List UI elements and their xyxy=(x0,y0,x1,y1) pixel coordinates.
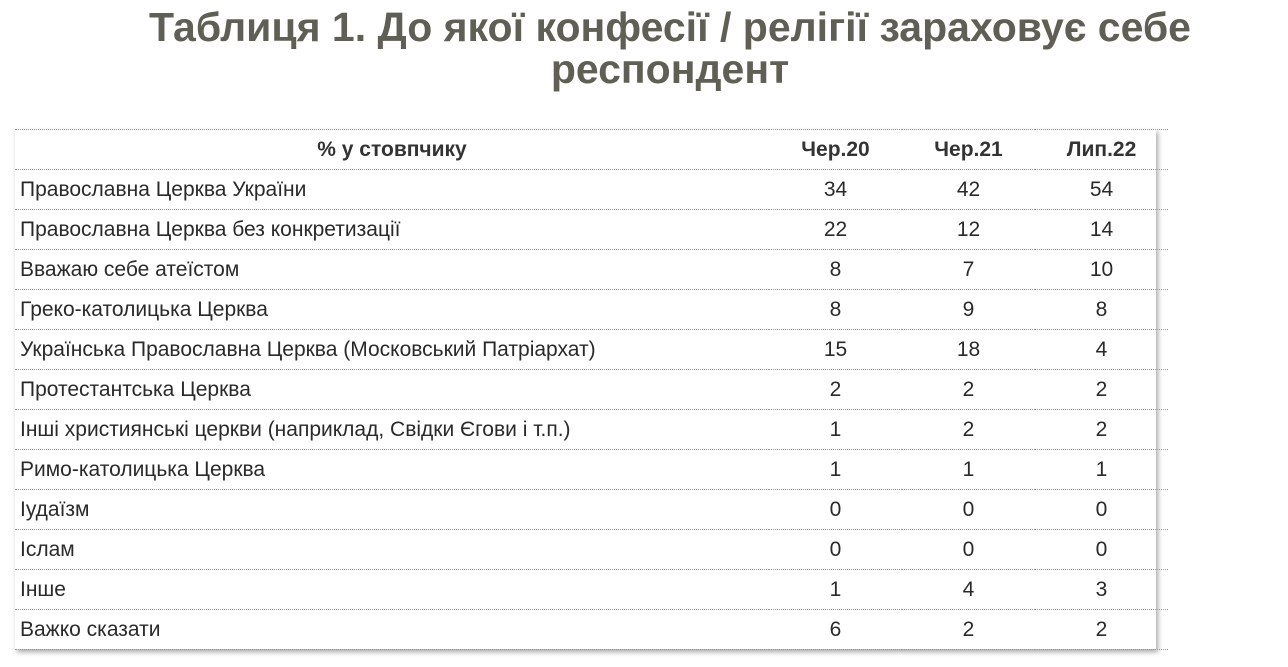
row-label: Православна Церква без конкретизації xyxy=(15,210,769,250)
row-value: 2 xyxy=(902,410,1035,450)
row-value: 1 xyxy=(902,450,1035,490)
results-table-container xyxy=(15,129,1156,649)
row-value: 14 xyxy=(1035,210,1168,250)
table-row xyxy=(15,290,1168,330)
table-row xyxy=(15,170,1168,210)
row-value: 8 xyxy=(769,250,902,290)
row-value: 1 xyxy=(769,410,902,450)
table-header-row xyxy=(15,130,1168,170)
table-row xyxy=(15,410,1168,450)
table-header xyxy=(15,130,1168,170)
row-value: 1 xyxy=(769,570,902,610)
table-row xyxy=(15,210,1168,250)
row-value: 12 xyxy=(902,210,1035,250)
row-value: 10 xyxy=(1035,250,1168,290)
row-value: 1 xyxy=(769,450,902,490)
results-table xyxy=(15,129,1168,650)
header-column-jun20: Чер.20 xyxy=(769,130,902,170)
row-value: 42 xyxy=(902,170,1035,210)
row-value: 18 xyxy=(902,330,1035,370)
table-row xyxy=(15,530,1168,570)
table-body xyxy=(15,170,1168,650)
page-title-line-1: Таблиця 1. До якої конфесії / релігії зараховує себе xyxy=(149,4,1191,50)
row-label: Інше xyxy=(15,570,769,610)
table-row xyxy=(15,450,1168,490)
row-label: Українська Православна Церква (Московський Патріархат) xyxy=(15,330,769,370)
row-value: 0 xyxy=(1035,530,1168,570)
header-column-jun21: Чер.21 xyxy=(902,130,1035,170)
row-value: 2 xyxy=(1035,370,1168,410)
table-row xyxy=(15,490,1168,530)
row-value: 2 xyxy=(902,370,1035,410)
row-value: 7 xyxy=(902,250,1035,290)
page-title xyxy=(80,2,1260,90)
header-column-jul22: Лип.22 xyxy=(1035,130,1168,170)
row-value: 0 xyxy=(1035,490,1168,530)
row-value: 1 xyxy=(1035,450,1168,490)
row-label: Іслам xyxy=(15,530,769,570)
table-row xyxy=(15,330,1168,370)
row-value: 15 xyxy=(769,330,902,370)
row-value: 3 xyxy=(1035,570,1168,610)
row-value: 4 xyxy=(902,570,1035,610)
row-value: 34 xyxy=(769,170,902,210)
row-label: Іудаїзм xyxy=(15,490,769,530)
row-label: Вважаю себе атеїстом xyxy=(15,250,769,290)
row-value: 6 xyxy=(769,610,902,650)
row-label: Важко сказати xyxy=(15,610,769,650)
row-value: 8 xyxy=(769,290,902,330)
row-value: 22 xyxy=(769,210,902,250)
row-value: 0 xyxy=(769,530,902,570)
row-value: 4 xyxy=(1035,330,1168,370)
row-value: 2 xyxy=(769,370,902,410)
table-row xyxy=(15,250,1168,290)
table-row xyxy=(15,570,1168,610)
row-value: 0 xyxy=(769,490,902,530)
row-label: Православна Церква України xyxy=(15,170,769,210)
row-value: 8 xyxy=(1035,290,1168,330)
row-value: 0 xyxy=(902,530,1035,570)
row-value: 54 xyxy=(1035,170,1168,210)
row-value: 2 xyxy=(902,610,1035,650)
row-label: Протестантська Церква xyxy=(15,370,769,410)
row-value: 0 xyxy=(902,490,1035,530)
header-label: % у стовпчику xyxy=(15,130,769,170)
row-value: 2 xyxy=(1035,610,1168,650)
row-value: 9 xyxy=(902,290,1035,330)
row-label: Римо-католицька Церква xyxy=(15,450,769,490)
table-row xyxy=(15,610,1168,650)
row-label: Інші християнські церкви (наприклад, Свідки Єгови і т.п.) xyxy=(15,410,769,450)
row-label: Греко-католицька Церква xyxy=(15,290,769,330)
row-value: 2 xyxy=(1035,410,1168,450)
page-title-line-2: респондент xyxy=(550,46,790,92)
table-row xyxy=(15,370,1168,410)
